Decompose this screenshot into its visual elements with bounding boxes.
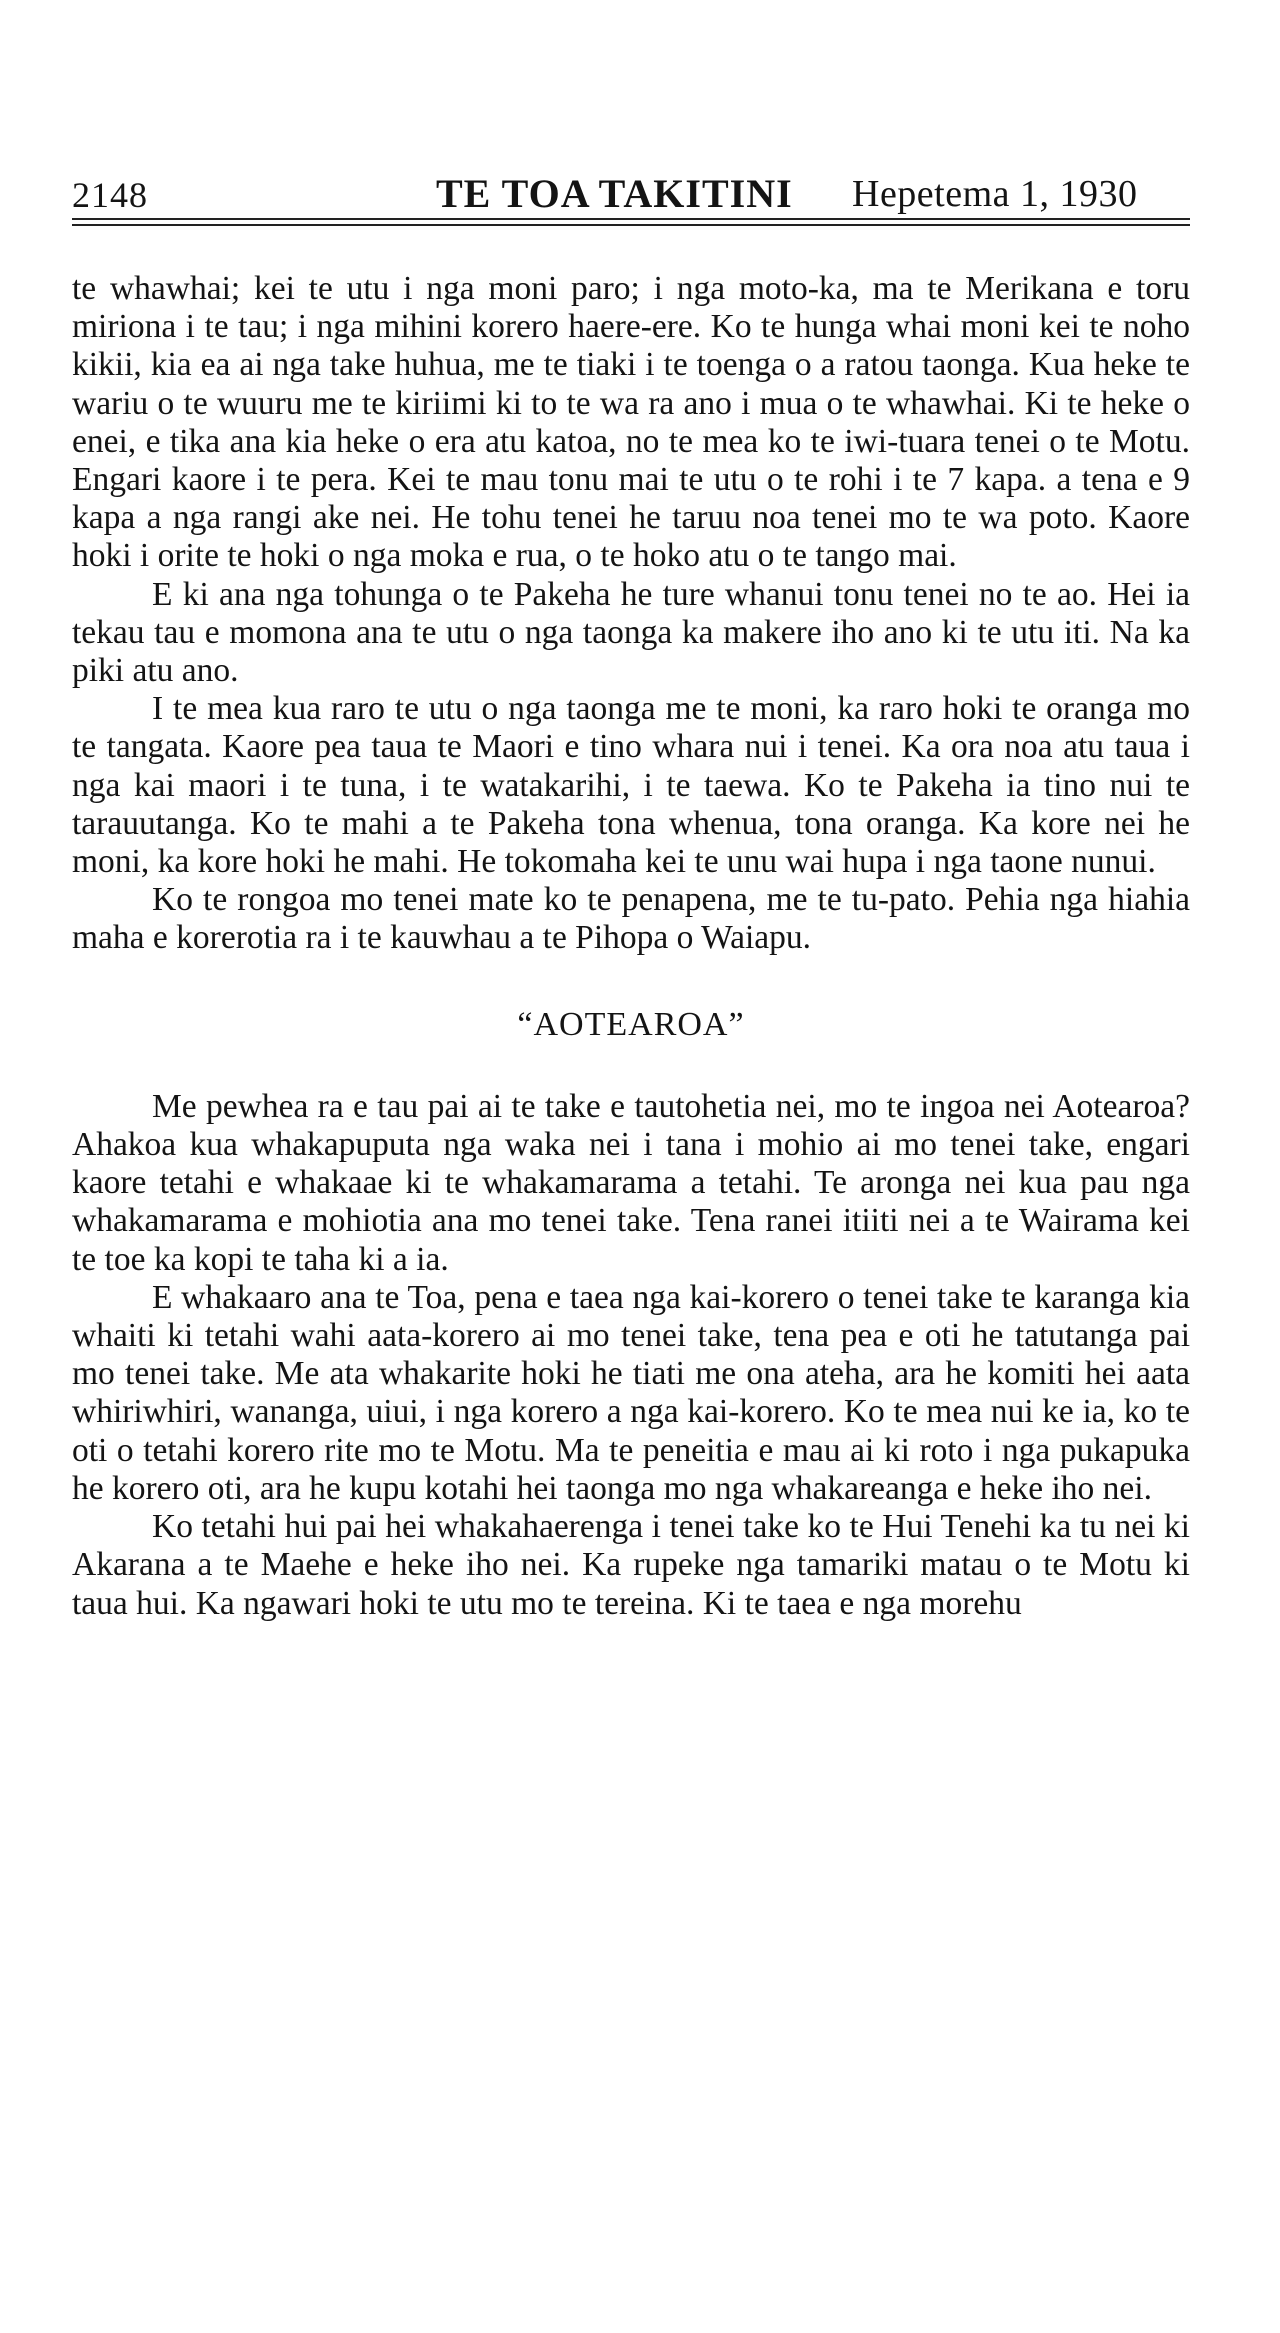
header-rule-bottom	[72, 224, 1190, 226]
paragraph: E ki ana nga tohunga o te Pakeha he ture whanui tonu tenei no te ao. Hei ia tekau tau e momona ana te utu o nga taonga ka makere iho ano ki te utu iti. Na ka piki atu ano.	[72, 575, 1190, 690]
page-header	[72, 168, 1190, 218]
paragraph: E whakaaro ana te Toa, pena e taea nga kai-korero o tenei take te karanga kia whaiti ki tetahi wahi aata-korero ai mo tenei take, tena pea e oti he tatutanga pai mo tenei take. Me ata whakarite hoki he tiati me ona ateha, ara he komiti hei aata whiriwhiri, wananga, uiui, i nga korero a nga kai-korero. Ko te mea nui ke ia, ko te oti o tetahi korero rite mo te Motu. Ma te peneitia e mau ai ki roto i nga pukapuka he korero oti, ara he kupu kotahi hei taonga mo nga whakareanga e heke iho nei.	[72, 1278, 1190, 1507]
newspaper-page	[72, 0, 1190, 2333]
header-rule-top	[72, 218, 1190, 220]
page-number: 2148	[72, 175, 148, 215]
paragraph: te whawhai; kei te utu i nga moni paro; i nga moto-ka, ma te Merikana e toru miriona i te tau; i nga mihini korero haere-ere. Ko te hunga whai moni kei te noho kikii, kia ea ai nga take huhua, me te tiaki i te toenga o a ratou taonga. Kua heke te wariu o te wuuru me te kiriimi ki to te wa ra ano i mua o te whawhai. Ki te heke o enei, e tika ana kia heke o era atu katoa, no te mea ko te iwi-tuara tenei o te Motu. Engari kaore i te pera. Kei te mau tonu mai te utu o te rohi i te 7 kapa. a tena e 9 kapa a nga rangi ake nei. He tohu tenei he taruu noa tenei mo te wa poto. Kaore hoki i orite te hoki o nga moka e rua, o te hoko atu o te tango mai.	[72, 270, 1190, 575]
paragraph: Me pewhea ra e tau pai ai te take e tautohetia nei, mo te ingoa nei Aotearoa? Ahakoa kua whakapuputa nga waka nei i tana i mohio ai mo tenei take, engari kaore tetahi e whakaae ki te whakamarama a tetahi. Te aronga nei kua pau nga whakamarama e mohiotia ana mo tenei take. Tena ranei itiiti nei a te Wairama kei te toe ka kopi te taha ki a ia.	[72, 1087, 1190, 1278]
article-body	[72, 270, 1190, 1623]
issue-date: Hepetema 1, 1930	[852, 173, 1138, 215]
section-heading: “AOTEAROA”	[517, 1005, 745, 1043]
paragraph: Ko te rongoa mo tenei mate ko te penapena, me te tu-pato. Pehia nga hiahia maha e korerotia ra i te kauwhau a te Pihopa o Waiapu.	[72, 881, 1190, 957]
paragraph: I te mea kua raro te utu o nga taonga me te moni, ka raro hoki te oranga mo te tangata. Kaore pea taua te Maori e tino whara nui i tenei. Ka ora noa atu taua i nga kai maori i te tuna, i te watakarihi, i te taewa. Ko te Pakeha ia tino nui te tarauutanga. Ko te mahi a te Pakeha tona whenua, tona oranga. Ka kore nei he moni, ka kore hoki he mahi. He tokomaha kei te unu wai hupa i nga taone nunui.	[72, 690, 1190, 881]
paragraph: Ko tetahi hui pai hei whakahaerenga i tenei take ko te Hui Tenehi ka tu nei ki Akarana a te Maehe e heke iho nei. Ka rupeke nga tamariki matau o te Motu ki taua hui. Ka ngawari hoki te utu mo te tereina. Ki te taea e nga morehu	[72, 1508, 1190, 1622]
journal-title: TE TOA TAKITINI	[436, 171, 793, 216]
